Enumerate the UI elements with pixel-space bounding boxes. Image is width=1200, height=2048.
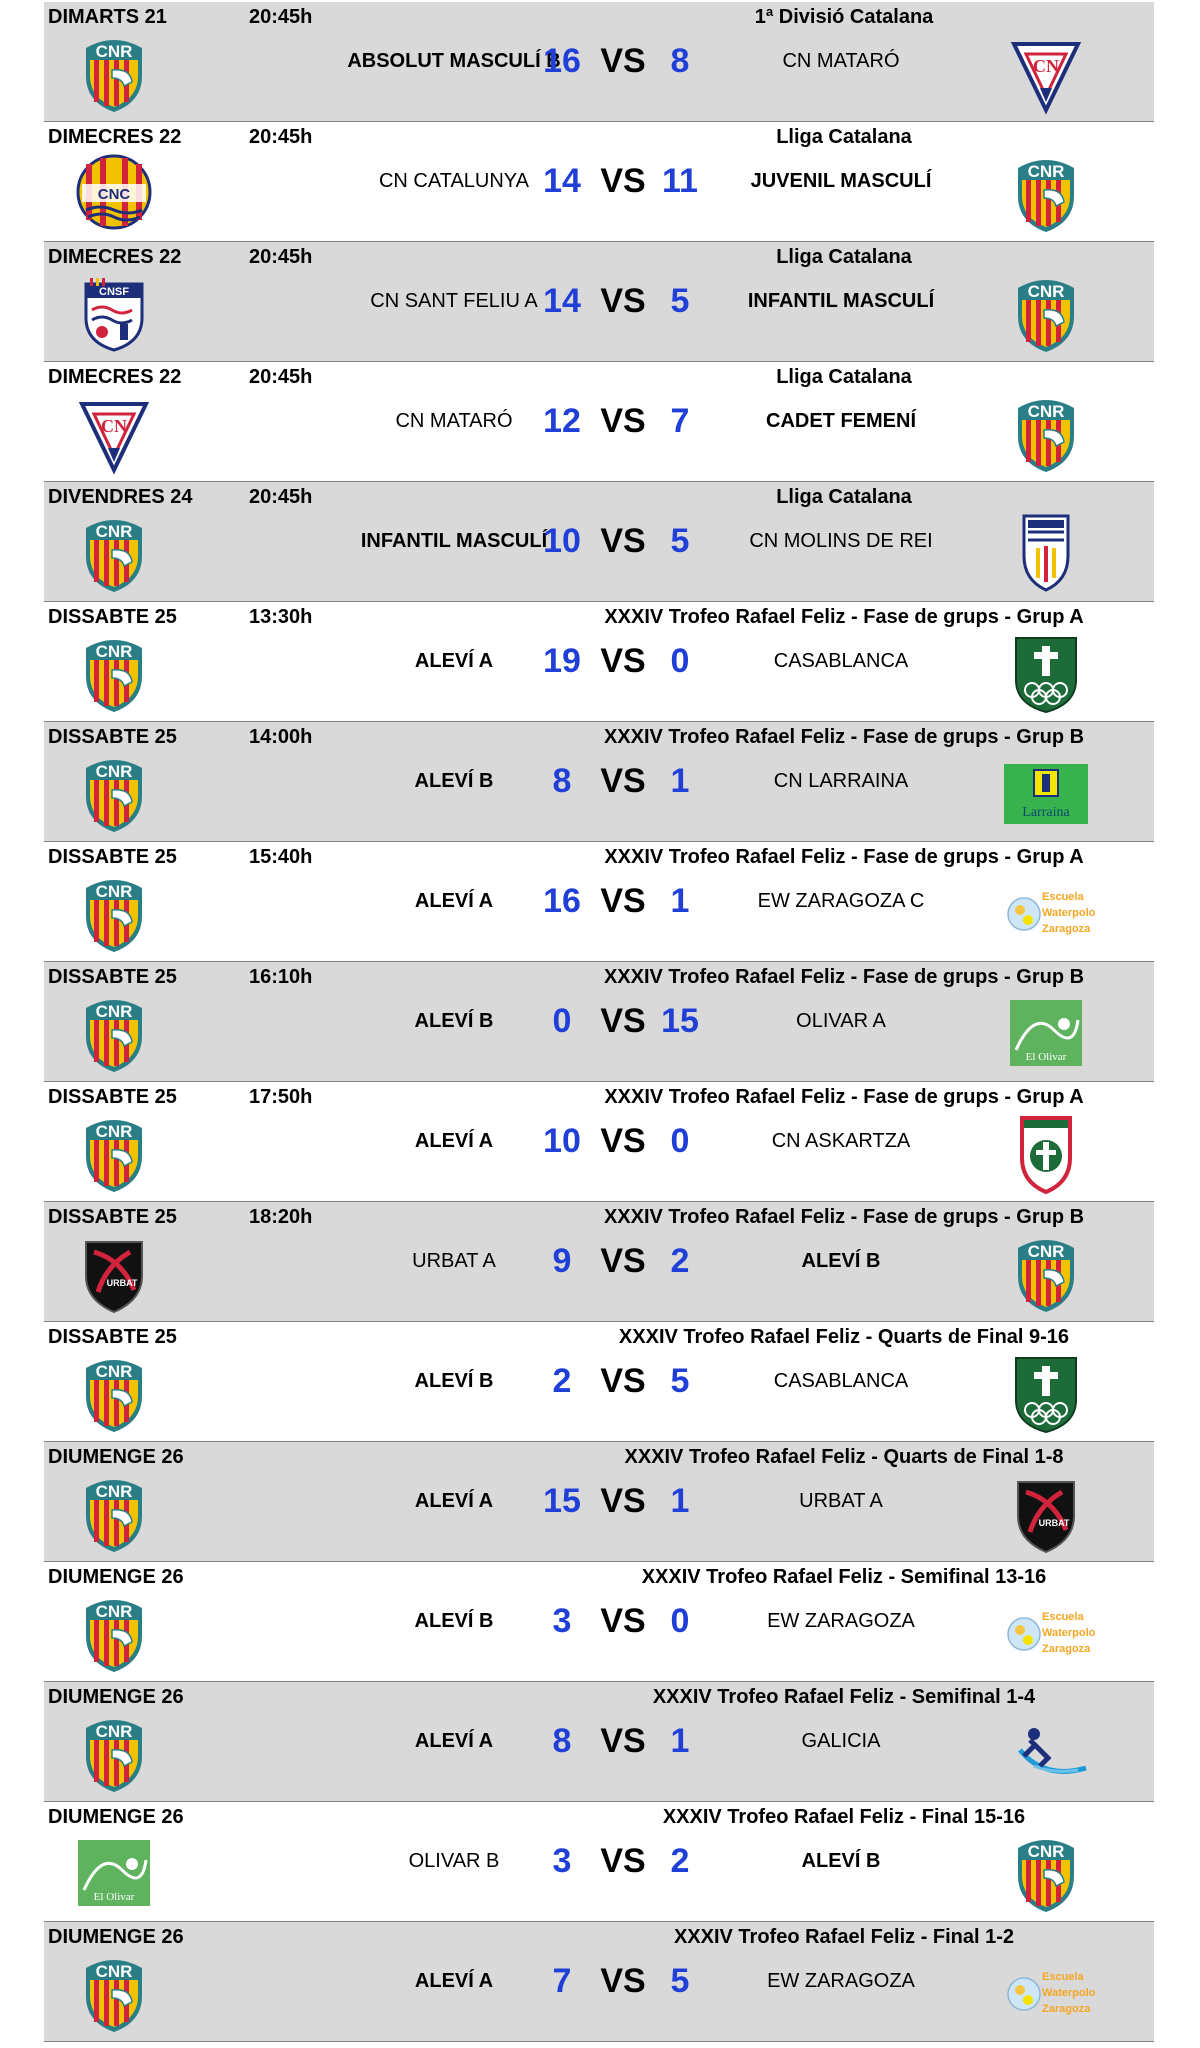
competition-name: Lliga Catalana [776, 486, 912, 508]
vs-label: VS [600, 42, 646, 80]
away-team-name: CASABLANCA [773, 1370, 909, 1392]
svg-text:CNR: CNR [1027, 402, 1065, 421]
home-score: 16 [543, 42, 581, 80]
match-row [44, 122, 1154, 242]
home-score: 3 [552, 1842, 572, 1880]
match-row [44, 362, 1154, 482]
match-row [44, 722, 1154, 842]
svg-text:CNR: CNR [1027, 162, 1065, 181]
match-time: 18:20h [249, 1206, 313, 1228]
away-team-name: CN LARRAINA [773, 770, 909, 792]
svg-text:CNR: CNR [95, 42, 133, 61]
away-team-name: GALICIA [801, 1730, 881, 1752]
match-time: 20:45h [249, 486, 313, 508]
competition-name: XXXIV Trofeo Rafael Feliz - Fase de grups - Grup A [604, 606, 1084, 628]
home-team-name: ABSOLUT MASCULÍ B [347, 50, 561, 72]
svg-text:CNR: CNR [95, 882, 133, 901]
competition-name: Lliga Catalana [776, 246, 912, 268]
cnr-logo-icon [1004, 1830, 1088, 1914]
home-score: 14 [543, 162, 581, 200]
match-row [44, 1922, 1154, 2042]
match-row [44, 1202, 1154, 1322]
competition-name: XXXIV Trofeo Rafael Feliz - Semifinal 1-4 [652, 1686, 1036, 1708]
cnr-logo-icon [72, 1350, 156, 1434]
match-row [44, 1802, 1154, 1922]
match-row [44, 242, 1154, 362]
away-team-name: CN MATARÓ [782, 50, 900, 72]
vs-label: VS [600, 642, 646, 680]
svg-text:URBAT: URBAT [1038, 1518, 1070, 1528]
larraina-logo-icon [1004, 750, 1088, 834]
vs-label: VS [600, 1122, 646, 1160]
away-score: 2 [670, 1842, 690, 1880]
away-team-name: EW ZARAGOZA [767, 1610, 915, 1632]
home-score: 16 [543, 882, 581, 920]
svg-text:CNC: CNC [97, 186, 131, 203]
away-score: 5 [670, 522, 690, 560]
away-score: 0 [670, 1122, 690, 1160]
mataro-logo-icon [72, 390, 156, 474]
away-score: 0 [670, 1602, 690, 1640]
cnr-logo-icon [1004, 1230, 1088, 1314]
svg-text:CNR: CNR [95, 762, 133, 781]
svg-text:Escuela: Escuela [1042, 891, 1084, 903]
away-team-name: CADET FEMENÍ [766, 410, 916, 432]
competition-name: XXXIV Trofeo Rafael Feliz - Fase de grups - Grup A [604, 846, 1084, 868]
match-day: DISSABTE 25 [48, 1086, 177, 1108]
svg-text:CNR: CNR [95, 1722, 133, 1741]
vs-label: VS [600, 162, 646, 200]
home-score: 7 [552, 1962, 572, 2000]
svg-text:CNSF: CNSF [99, 286, 129, 298]
away-score: 5 [670, 1962, 690, 2000]
match-row [44, 842, 1154, 962]
match-day: DIMARTS 21 [48, 6, 167, 28]
away-score: 2 [670, 1242, 690, 1280]
home-team-name: ALEVÍ A [414, 1970, 494, 1992]
urbat-logo-icon [1004, 1470, 1088, 1554]
away-team-name: EW ZARAGOZA C [757, 890, 925, 912]
svg-text:CNR: CNR [1027, 1242, 1065, 1261]
home-team-name: ALEVÍ A [414, 650, 494, 672]
away-score: 0 [670, 642, 690, 680]
galicia-logo-icon [1004, 1710, 1088, 1794]
svg-text:Escuela: Escuela [1042, 1971, 1084, 1983]
vs-label: VS [600, 762, 646, 800]
svg-text:CN: CN [1033, 56, 1059, 76]
match-day: DISSABTE 25 [48, 966, 177, 988]
competition-name: XXXIV Trofeo Rafael Feliz - Fase de grups - Grup B [603, 1206, 1085, 1228]
svg-text:Zaragoza: Zaragoza [1042, 2003, 1091, 2015]
match-day: DISSABTE 25 [48, 606, 177, 628]
competition-name: XXXIV Trofeo Rafael Feliz - Semifinal 13-16 [641, 1566, 1047, 1588]
match-day: DISSABTE 25 [48, 846, 177, 868]
away-team-name: CASABLANCA [773, 650, 909, 672]
vs-label: VS [600, 1362, 646, 1400]
home-score: 14 [543, 282, 581, 320]
vs-label: VS [600, 1602, 646, 1640]
home-score: 3 [552, 1602, 572, 1640]
vs-label: VS [600, 882, 646, 920]
svg-text:CNR: CNR [95, 1002, 133, 1021]
match-day: DISSABTE 25 [48, 1206, 177, 1228]
competition-name: XXXIV Trofeo Rafael Feliz - Final 15-16 [662, 1806, 1026, 1828]
home-team-name: CN MATARÓ [395, 410, 513, 432]
svg-text:CNR: CNR [1027, 282, 1065, 301]
vs-label: VS [600, 1002, 646, 1040]
match-day: DIUMENGE 26 [48, 1686, 184, 1708]
vs-label: VS [600, 402, 646, 440]
svg-text:CNR: CNR [95, 1122, 133, 1141]
home-score: 10 [543, 522, 581, 560]
away-score: 7 [670, 402, 690, 440]
home-team-name: ALEVÍ B [414, 770, 494, 792]
away-score: 5 [670, 1362, 690, 1400]
away-team-name: ALEVÍ B [801, 1850, 881, 1872]
match-row [44, 1442, 1154, 1562]
match-day: DIMECRES 22 [48, 366, 182, 388]
home-score: 8 [552, 762, 572, 800]
match-day: DIUMENGE 26 [48, 1926, 184, 1948]
cnr-logo-icon [72, 1590, 156, 1674]
svg-text:CNR: CNR [95, 1602, 133, 1621]
vs-label: VS [600, 282, 646, 320]
match-day: DIUMENGE 26 [48, 1446, 184, 1468]
match-day: DISSABTE 25 [48, 1326, 177, 1348]
olivar-logo-icon [72, 1830, 156, 1914]
vs-label: VS [600, 1842, 646, 1880]
cnr-logo-icon [72, 990, 156, 1074]
match-time: 20:45h [249, 6, 313, 28]
cnr-logo-icon [72, 870, 156, 954]
cnr-logo-icon [72, 1950, 156, 2034]
cnr-logo-icon [1004, 390, 1088, 474]
vs-label: VS [600, 522, 646, 560]
match-day: DIVENDRES 24 [48, 486, 193, 508]
match-day: DIUMENGE 26 [48, 1806, 184, 1828]
away-team-name: ALEVÍ B [801, 1250, 881, 1272]
home-score: 12 [543, 402, 581, 440]
cnr-logo-icon [72, 510, 156, 594]
svg-text:CNR: CNR [95, 1962, 133, 1981]
match-row [44, 602, 1154, 722]
svg-text:CNR: CNR [1027, 1842, 1065, 1861]
away-team-name: JUVENIL MASCULÍ [750, 170, 932, 192]
match-day: DIUMENGE 26 [48, 1566, 184, 1588]
home-team-name: INFANTIL MASCULÍ [360, 530, 548, 552]
competition-name: XXXIV Trofeo Rafael Feliz - Fase de grups - Grup B [603, 726, 1085, 748]
svg-text:CNR: CNR [95, 1482, 133, 1501]
home-team-name: CN CATALUNYA [378, 170, 530, 192]
svg-text:CNR: CNR [95, 522, 133, 541]
olivar-logo-icon [1004, 990, 1088, 1074]
svg-text:Waterpolo: Waterpolo [1042, 1627, 1096, 1639]
home-team-name: ALEVÍ A [414, 890, 494, 912]
match-day: DIMECRES 22 [48, 126, 182, 148]
away-score: 11 [662, 162, 698, 200]
away-score: 1 [670, 882, 690, 920]
svg-text:CN: CN [101, 416, 127, 436]
match-row [44, 1562, 1154, 1682]
competition-name: XXXIV Trofeo Rafael Feliz - Fase de grups - Grup A [604, 1086, 1084, 1108]
svg-text:URBAT: URBAT [106, 1278, 138, 1288]
vs-label: VS [600, 1722, 646, 1760]
match-row [44, 1682, 1154, 1802]
home-team-name: URBAT A [412, 1250, 496, 1272]
away-score: 1 [670, 1482, 690, 1520]
competition-name: XXXIV Trofeo Rafael Feliz - Quarts de Final 9-16 [618, 1326, 1070, 1348]
away-score: 5 [670, 282, 690, 320]
match-time: 20:45h [249, 366, 313, 388]
competition-name: 1ª Divisió Catalana [754, 6, 934, 28]
svg-text:CNR: CNR [95, 1362, 133, 1381]
cnr-logo-icon [72, 630, 156, 714]
home-score: 8 [552, 1722, 572, 1760]
home-team-name: CN SANT FELIU A [370, 290, 538, 312]
cnr-logo-icon [72, 1110, 156, 1194]
match-row [44, 1322, 1154, 1442]
vs-label: VS [600, 1482, 646, 1520]
match-time: 16:10h [249, 966, 313, 988]
svg-text:Larraina: Larraina [1022, 805, 1070, 820]
home-team-name: OLIVAR B [408, 1850, 500, 1872]
cnsf-logo-icon [72, 270, 156, 354]
home-team-name: ALEVÍ B [414, 1370, 494, 1392]
away-team-name: OLIVAR A [796, 1010, 886, 1032]
svg-text:Waterpolo: Waterpolo [1042, 907, 1096, 919]
casablanca-logo-icon [1004, 630, 1088, 714]
cnr-logo-icon [72, 750, 156, 834]
match-day: DISSABTE 25 [48, 726, 177, 748]
cnr-logo-icon [72, 1470, 156, 1554]
svg-text:CNR: CNR [95, 642, 133, 661]
away-team-name: EW ZARAGOZA [767, 1970, 915, 1992]
home-score: 15 [543, 1482, 581, 1520]
cnr-logo-icon [1004, 150, 1088, 234]
match-results-list [44, 2, 1154, 2042]
urbat-logo-icon [72, 1230, 156, 1314]
match-time: 20:45h [249, 246, 313, 268]
home-score: 10 [543, 1122, 581, 1160]
home-score: 0 [552, 1002, 572, 1040]
competition-name: XXXIV Trofeo Rafael Feliz - Quarts de Final 1-8 [624, 1446, 1064, 1468]
away-score: 1 [670, 762, 690, 800]
ewzaragoza-logo-icon [1004, 870, 1096, 954]
away-team-name: CN ASKARTZA [771, 1130, 911, 1152]
vs-label: VS [600, 1962, 646, 2000]
away-score: 8 [670, 42, 690, 80]
casablanca-logo-icon [1004, 1350, 1088, 1434]
ewzaragoza-logo-icon [1004, 1590, 1096, 1674]
home-team-name: ALEVÍ A [414, 1490, 494, 1512]
match-row [44, 962, 1154, 1082]
askartza-logo-icon [1004, 1110, 1088, 1194]
home-score: 19 [543, 642, 581, 680]
match-row [44, 1082, 1154, 1202]
svg-text:Zaragoza: Zaragoza [1042, 923, 1091, 935]
cnr-logo-icon [72, 1710, 156, 1794]
competition-name: XXXIV Trofeo Rafael Feliz - Fase de grups - Grup B [603, 966, 1085, 988]
match-row [44, 2, 1154, 122]
away-score: 15 [661, 1002, 699, 1040]
away-team-name: CN MOLINS DE REI [749, 530, 933, 552]
home-score: 9 [552, 1242, 572, 1280]
svg-text:Zaragoza: Zaragoza [1042, 1643, 1091, 1655]
home-team-name: ALEVÍ B [414, 1610, 494, 1632]
molins-logo-icon [1004, 510, 1088, 594]
vs-label: VS [600, 1242, 646, 1280]
match-time: 20:45h [249, 126, 313, 148]
home-team-name: ALEVÍ B [414, 1010, 494, 1032]
competition-name: Lliga Catalana [776, 126, 912, 148]
home-score: 2 [552, 1362, 572, 1400]
svg-text:El Olivar: El Olivar [93, 1891, 135, 1903]
match-time: 14:00h [249, 726, 313, 748]
mataro-logo-icon [1004, 30, 1088, 114]
cnr-logo-icon [1004, 270, 1088, 354]
competition-name: Lliga Catalana [776, 366, 912, 388]
ewzaragoza-logo-icon [1004, 1950, 1096, 2034]
match-time: 13:30h [249, 606, 313, 628]
cnr-logo-icon [72, 30, 156, 114]
home-team-name: ALEVÍ A [414, 1130, 494, 1152]
away-team-name: INFANTIL MASCULÍ [747, 290, 935, 312]
svg-text:Waterpolo: Waterpolo [1042, 1987, 1096, 1999]
match-day: DIMECRES 22 [48, 246, 182, 268]
match-time: 17:50h [249, 1086, 313, 1108]
away-team-name: URBAT A [799, 1490, 883, 1512]
home-team-name: ALEVÍ A [414, 1730, 494, 1752]
match-time: 15:40h [249, 846, 313, 868]
away-score: 1 [670, 1722, 690, 1760]
competition-name: XXXIV Trofeo Rafael Feliz - Final 1-2 [673, 1926, 1015, 1948]
catalunya-logo-icon [72, 150, 156, 234]
svg-text:Escuela: Escuela [1042, 1611, 1084, 1623]
match-row [44, 482, 1154, 602]
svg-text:El Olivar: El Olivar [1025, 1051, 1067, 1063]
